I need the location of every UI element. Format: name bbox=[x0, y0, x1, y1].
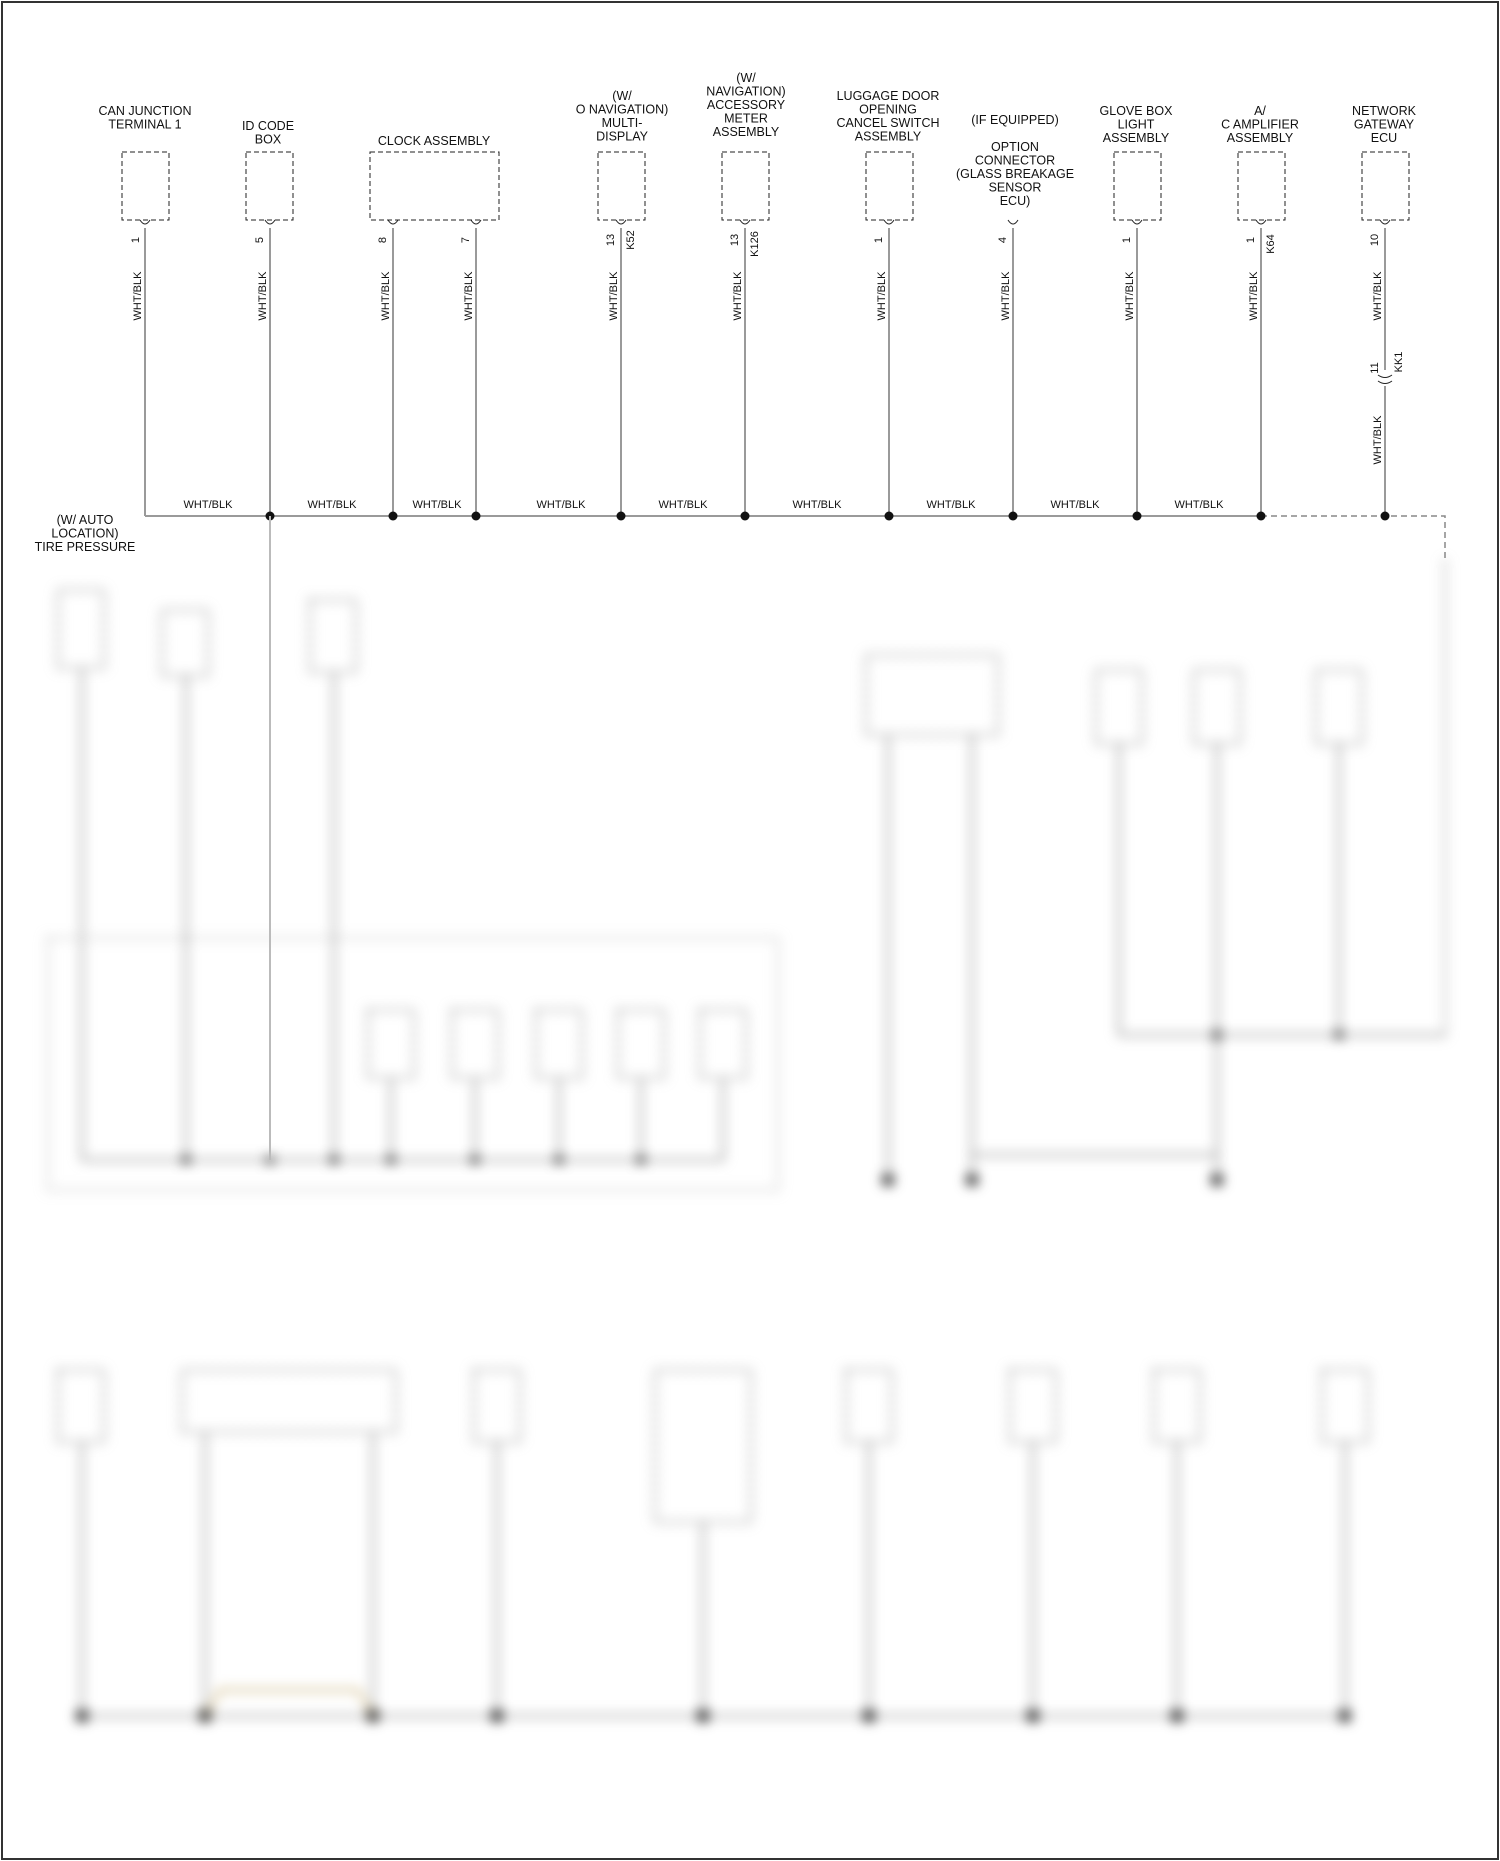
wire-color-label: WHT/BLK bbox=[1248, 271, 1260, 321]
label-line: TIRE PRESSURE bbox=[34, 540, 136, 554]
pin-number: 7 bbox=[460, 236, 472, 244]
label-line: ASSEMBLY bbox=[712, 125, 780, 139]
pin-number: 1 bbox=[873, 236, 885, 244]
pin-number: 13 bbox=[605, 233, 617, 247]
label-line: ECU bbox=[1370, 131, 1398, 145]
label-line: GATEWAY bbox=[1353, 117, 1415, 132]
label-line: ECU) bbox=[999, 194, 1031, 208]
label-line: ASSEMBLY bbox=[854, 129, 922, 144]
label-line: A/ bbox=[1254, 104, 1266, 118]
wire-color-label: WHT/BLK bbox=[658, 499, 708, 511]
label-line: C AMPLIFIER bbox=[1221, 117, 1299, 132]
label-line: CONNECTOR bbox=[974, 153, 1056, 168]
label-line: DISPLAY bbox=[596, 129, 648, 144]
pin-number: 5 bbox=[254, 236, 266, 244]
label-line: ASSEMBLY bbox=[1102, 131, 1170, 145]
wire-color-label: WHT/BLK bbox=[307, 499, 357, 511]
wire-color-label: WHT/BLK bbox=[463, 271, 475, 321]
label-line: (W/ bbox=[612, 89, 632, 103]
label-line: SENSOR bbox=[988, 180, 1042, 195]
wire-color-label: WHT/BLK bbox=[1372, 271, 1384, 321]
wire-color-label: WHT/BLK bbox=[792, 499, 842, 511]
label-line: GLOVE BOX bbox=[1099, 104, 1173, 118]
label-line: TERMINAL 1 bbox=[108, 117, 182, 132]
connector-id: K126 bbox=[749, 231, 761, 257]
label-line: BOX bbox=[254, 132, 282, 147]
label-line: (W/ bbox=[736, 71, 756, 85]
pin-number: 1 bbox=[1121, 236, 1133, 244]
label-line: (W/ AUTO bbox=[56, 513, 114, 527]
wire-color-label: WHT/BLK bbox=[257, 271, 269, 321]
label-line: ID CODE bbox=[241, 119, 295, 133]
wire-color-label: WHT/BLK bbox=[876, 271, 888, 321]
wire-color-label: WHT/BLK bbox=[1372, 415, 1384, 465]
pin-number: 11 bbox=[1369, 362, 1381, 374]
pin-number: 13 bbox=[729, 233, 741, 247]
label-line: ACCESSORY bbox=[706, 98, 786, 112]
wire-color-label: WHT/BLK bbox=[1050, 499, 1100, 511]
wire-color-label: WHT/BLK bbox=[412, 499, 462, 511]
pin-number: 10 bbox=[1369, 233, 1381, 247]
label-line: O NAVIGATION) bbox=[575, 102, 669, 117]
connector-id: KK1 bbox=[1393, 351, 1405, 373]
wire-labels-horizontal bbox=[184, 499, 1225, 511]
connector-id: K52 bbox=[625, 230, 637, 250]
pin-number: 1 bbox=[1245, 236, 1257, 244]
pin-number: 8 bbox=[377, 236, 389, 244]
wire-color-label: WHT/BLK bbox=[183, 499, 233, 511]
label-line: LIGHT bbox=[1117, 117, 1155, 132]
label-line: CANCEL SWITCH bbox=[836, 116, 940, 130]
wire-color-label: WHT/BLK bbox=[926, 499, 976, 511]
label-line: METER bbox=[724, 111, 768, 126]
component-label bbox=[98, 104, 191, 132]
wire-color-label: WHT/BLK bbox=[380, 271, 392, 321]
label-line: NAVIGATION) bbox=[706, 84, 786, 99]
diagram-frame bbox=[2, 2, 1498, 1859]
wire-color-label: WHT/BLK bbox=[536, 499, 586, 511]
wire-color-label: WHT/BLK bbox=[608, 271, 620, 321]
wire-color-label: WHT/BLK bbox=[1124, 271, 1136, 321]
label-line: CAN JUNCTION bbox=[98, 104, 192, 118]
label-line: LOCATION) bbox=[51, 526, 119, 541]
label-line: MULTI- bbox=[601, 116, 643, 130]
wire-color-label: WHT/BLK bbox=[1000, 271, 1012, 321]
wire-color-label: WHT/BLK bbox=[1174, 499, 1224, 511]
label-line: LUGGAGE DOOR bbox=[836, 89, 940, 103]
wire-color-label: WHT/BLK bbox=[732, 271, 744, 321]
label-line: OPENING bbox=[859, 102, 917, 117]
component-label: CLOCK ASSEMBLY bbox=[377, 134, 491, 148]
pin-number: 1 bbox=[130, 236, 142, 244]
label-line: (IF EQUIPPED) bbox=[971, 113, 1059, 127]
label-line: ASSEMBLY bbox=[1226, 131, 1294, 145]
wire-color-label: WHT/BLK bbox=[132, 271, 144, 321]
label-line: OPTION bbox=[991, 140, 1039, 154]
pin-number: 4 bbox=[997, 236, 1009, 244]
label-line: NETWORK bbox=[1352, 104, 1416, 118]
connector-id: K64 bbox=[1265, 234, 1277, 254]
label-line: (GLASS BREAKAGE bbox=[955, 167, 1075, 181]
